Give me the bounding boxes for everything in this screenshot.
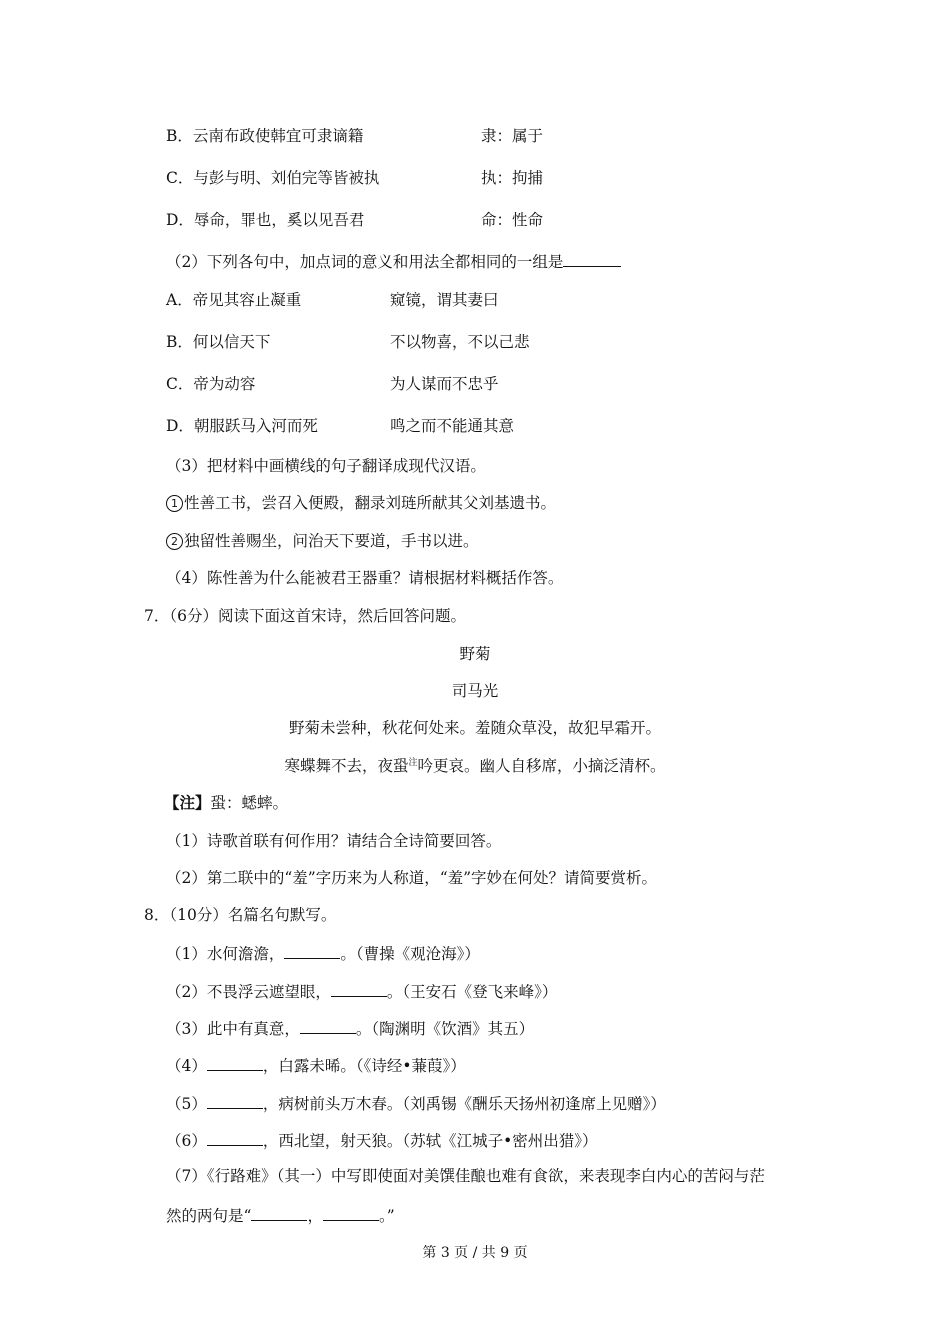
answer-blank[interactable] bbox=[563, 250, 621, 267]
option-c-left: C．帝为动容 bbox=[166, 375, 256, 393]
page-number: 第 3 页 / 共 9 页 bbox=[422, 1245, 528, 1261]
option-d-right: 命：性命 bbox=[481, 211, 544, 229]
option-d-left: D．朝服跃马入河而死 bbox=[166, 417, 318, 435]
sub-question-3: （3）把材料中画横线的句子翻译成现代汉语。 bbox=[166, 457, 486, 475]
recitation-item-7: （7）《行路难》（其一）中写即使面对美馔佳酿也难有食欲，来表现李白内心的苦闷与茫 bbox=[166, 1167, 765, 1185]
option-d-right: 鸣之而不能通其意 bbox=[390, 417, 515, 435]
answer-blank[interactable] bbox=[207, 1092, 263, 1109]
note-label: 【注】 bbox=[164, 793, 211, 812]
option-b-left: B．何以信天下 bbox=[166, 333, 271, 351]
sub-question-2: （2）下列各句中，加点词的意义和用法全都相同的一组是 bbox=[166, 250, 621, 272]
recitation-item-3: （3）此中有真意， 。（陶渊明《饮酒》其五） bbox=[166, 1017, 534, 1039]
answer-blank[interactable] bbox=[331, 980, 387, 997]
option-b-right: 不以物喜，不以己悲 bbox=[390, 333, 530, 351]
recitation-item-5: （5） ，病树前头万木春。（刘禹锡《酬乐天扬州初逢席上见赠》） bbox=[166, 1092, 666, 1114]
sub-question-4: （4）陈性善为什么能被君王器重？请根据材料概括作答。 bbox=[166, 569, 564, 587]
sentence-2: 2 独留性善赐坐，问治天下要道，手书以进。 bbox=[166, 531, 479, 551]
q7-sub-question-2: （2）第二联中的“羞”字历来为人称道，“羞”字妙在何处？请简要赏析。 bbox=[166, 869, 658, 887]
option-c-left: C．与彭与明、刘伯完等皆被执 bbox=[166, 169, 380, 187]
option-c-right: 执：拘捕 bbox=[481, 169, 544, 187]
q7-sub-question-1: （1）诗歌首联有何作用？请结合全诗简要回答。 bbox=[166, 832, 502, 850]
answer-blank[interactable] bbox=[300, 1017, 356, 1034]
option-c-right: 为人谋而不忠乎 bbox=[390, 375, 499, 393]
answer-blank[interactable] bbox=[284, 942, 340, 959]
question-7-heading: 7．（6分）阅读下面这首宋诗，然后回答问题。 bbox=[144, 607, 466, 625]
recitation-item-1: （1）水何澹澹， 。（曹操《观沧海》） bbox=[166, 942, 480, 964]
answer-blank[interactable] bbox=[323, 1204, 379, 1221]
option-a-left: A．帝见其容止凝重 bbox=[166, 291, 302, 309]
poem-author: 司马光 bbox=[451, 682, 499, 700]
sentence-1: 1 性善工书，尝召入便殿，翻录刘琏所献其父刘基遗书。 bbox=[166, 493, 556, 513]
option-b-left: B．云南布政使韩宜可隶谪籍 bbox=[166, 127, 364, 145]
poem-line-2: 寒蝶舞不去，夜蛩$^注$吟更哀。幽人自移席，小摘泛清杯。 bbox=[284, 757, 666, 775]
option-b-right: 隶：属于 bbox=[481, 127, 544, 145]
circled-number-1: 1 bbox=[166, 495, 183, 512]
recitation-item-2: （2）不畏浮云遮望眼， 。（王安石《登飞来峰》） bbox=[166, 980, 557, 1002]
note-marker: 注 bbox=[408, 757, 418, 768]
poem-note: 【注】蛩：蟋蟀。 bbox=[164, 793, 289, 812]
poem-title: 野菊 bbox=[459, 645, 491, 663]
recitation-item-7-cont: 然的两句是“ ， 。” bbox=[166, 1204, 395, 1226]
circled-number-2: 2 bbox=[166, 533, 183, 550]
recitation-item-6: （6） ，西北望，射天狼。（苏轼《江城子•密州出猎》） bbox=[166, 1129, 598, 1151]
option-a-right: 窥镜，谓其妻曰 bbox=[390, 291, 499, 309]
answer-blank[interactable] bbox=[251, 1204, 307, 1221]
option-d-left: D．辱命，罪也，奚以见吾君 bbox=[166, 211, 365, 229]
answer-blank[interactable] bbox=[207, 1054, 263, 1071]
question-8-heading: 8．（10分）名篇名句默写。 bbox=[144, 906, 337, 924]
poem-line-1: 野菊未尝种，秋花何处来。羞随众草没，故犯早霜开。 bbox=[288, 719, 661, 737]
recitation-item-4: （4） ，白露未晞。（《诗经•蒹葭》） bbox=[166, 1054, 466, 1076]
answer-blank[interactable] bbox=[207, 1129, 263, 1146]
